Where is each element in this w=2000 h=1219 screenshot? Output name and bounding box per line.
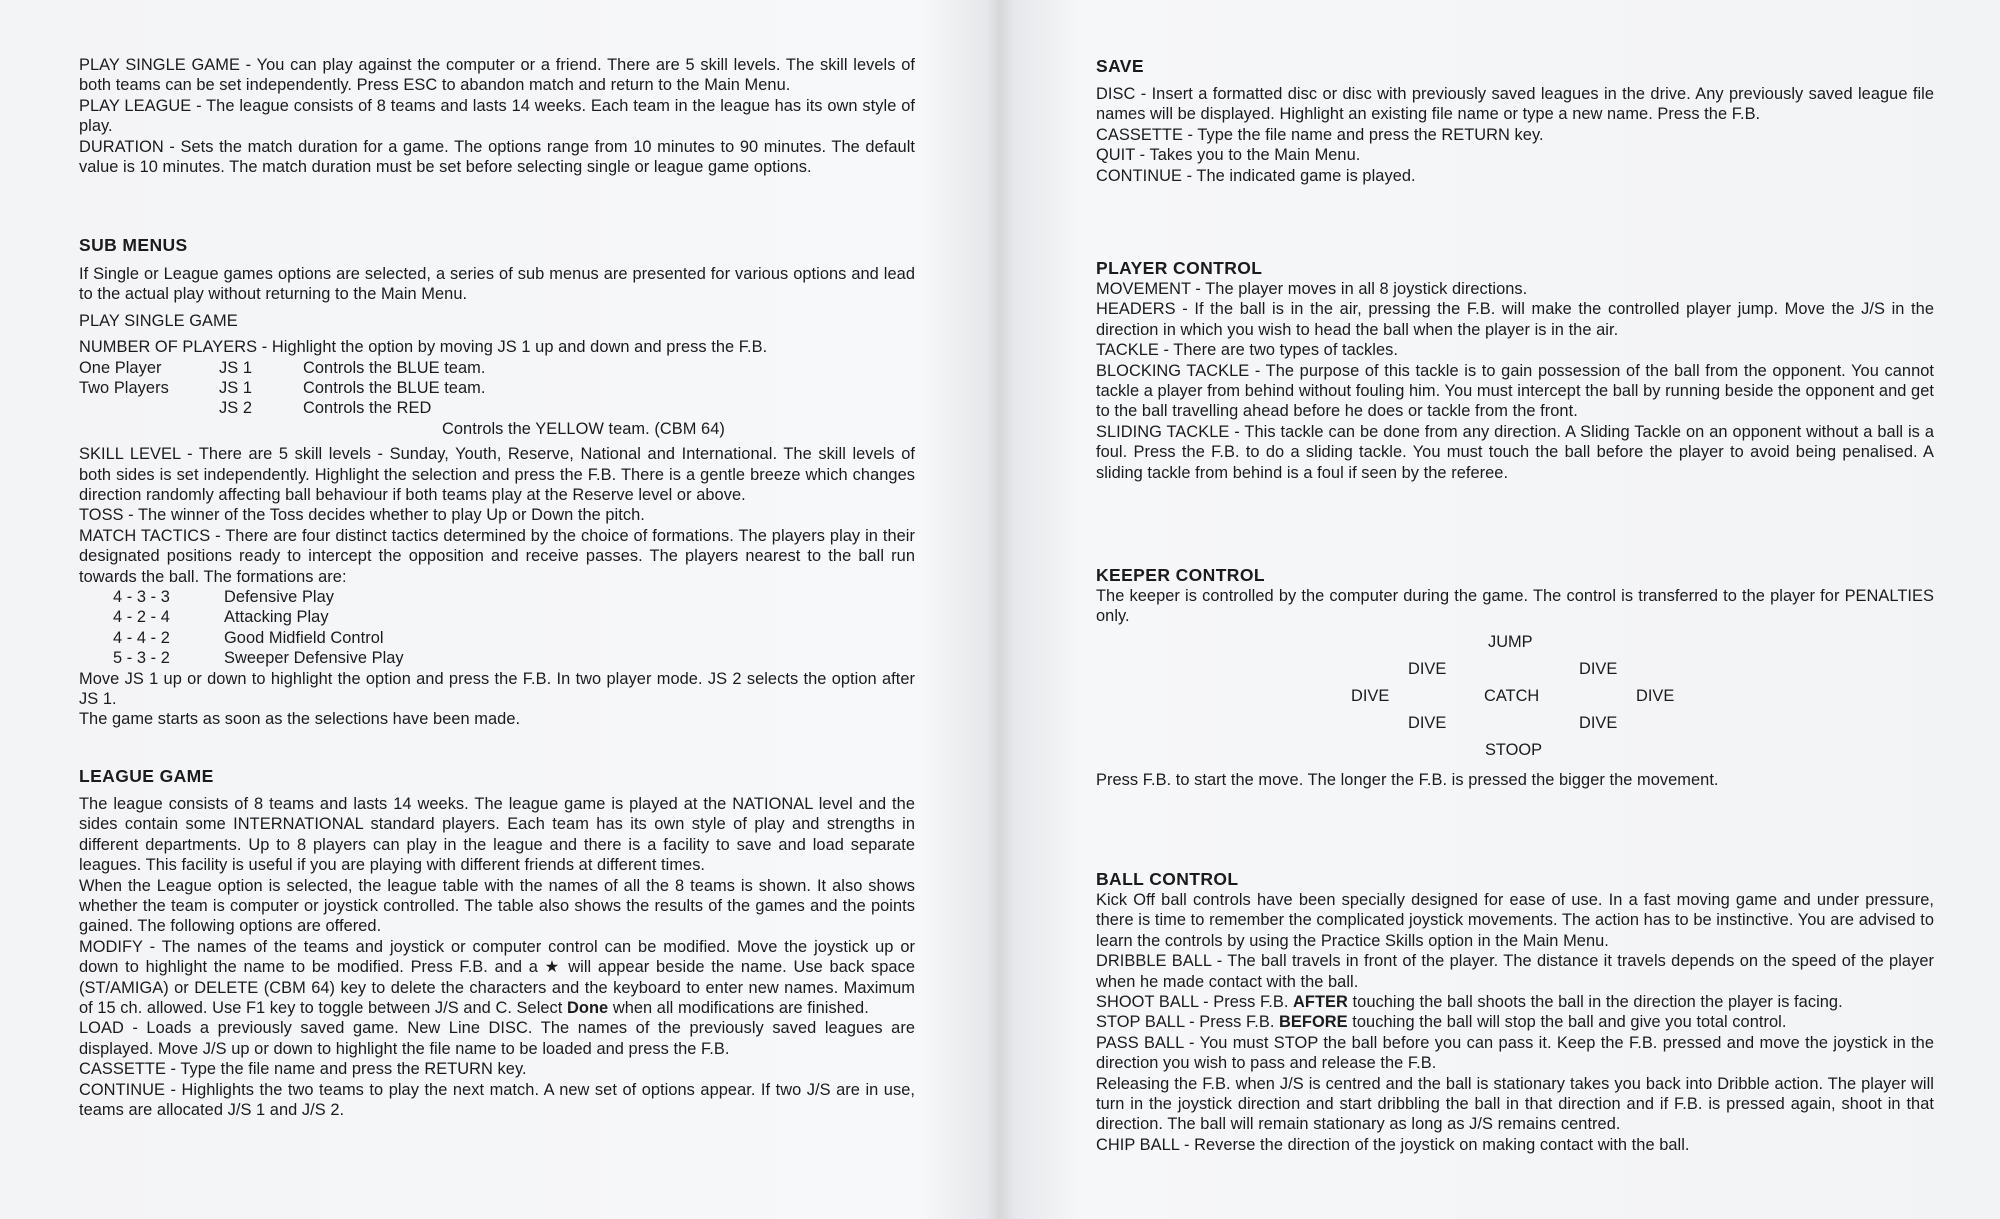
sub-menus-section — [79, 264, 915, 730]
load-text: LOAD - Loads a previously saved game. New Line DISC. The names of the previously saved leagues are displayed. Move J/S up or down to highlight the file name to be loaded and press the F.B. — [79, 1019, 915, 1058]
league-table-text: When the League option is selected, the league table with the names of all the 8 teams is shown. It also shows whether the team is computer or joystick controlled. The table also shows the results of the games and the points gained. The following options are offered. — [79, 876, 915, 936]
dribble-ball-text: DRIBBLE BALL - The ball travels in front of the player. The distance it travels depends on the speed of the player when he made contact with the ball. — [1096, 952, 1934, 991]
save-cassette-text: CASSETTE - Type the file name and press the RETURN key. — [1096, 125, 1544, 144]
intro-section — [79, 55, 915, 177]
ball-control-section — [1096, 890, 1934, 1155]
jump-label: JUMP — [1488, 633, 1533, 651]
stop-ball-text — [1096, 1012, 1934, 1032]
number-of-players-text: NUMBER OF PLAYERS - Highlight the option by moving JS 1 up and down and press the F.B. — [79, 338, 768, 357]
yellow-team-text: Controls the YELLOW team. (CBM 64) — [442, 419, 725, 438]
continue-text: CONTINUE - Highlights the two teams to play the next match. A new set of options appear. If two J/S are in use, teams are allocated J/S 1 and J/S 2. — [79, 1080, 915, 1120]
players-js: JS 2 — [219, 399, 252, 418]
ball-control-intro: Kick Off ball controls have been specially designed for ease of use. In a fast moving game and under pressure, there is time to remember the complicated joystick movements. The action has to be instinctive. You are advised to learn the controls by using the Practice Skills option in the Main Menu. — [1096, 891, 1934, 950]
players-desc: Controls the BLUE team. — [303, 379, 486, 398]
headers-text: HEADERS - If the ball is in the air, pressing the F.B. will make the controlled player jump. Move the J/S in the direction in which you wish to head the ball when the player is in the air. — [1096, 300, 1934, 339]
formation-name: Defensive Play — [224, 588, 335, 607]
ball-control-heading: BALL CONTROL — [1096, 869, 1239, 889]
players-row — [79, 378, 915, 398]
players-js: JS 1 — [219, 358, 252, 377]
shoot-ball-text — [1096, 992, 1934, 1012]
players-mode: One Player — [79, 358, 162, 377]
save-quit-text: QUIT - Takes you to the Main Menu. — [1096, 146, 1361, 165]
dive-label: DIVE — [1408, 660, 1447, 678]
modify-text-part: when all modifications are finished. — [612, 999, 869, 1018]
players-desc: Controls the BLUE team. — [303, 358, 486, 377]
formation-code: 5 - 3 - 2 — [113, 649, 170, 668]
save-continue-text: CONTINUE - The indicated game is played. — [1096, 166, 1416, 185]
formation-code: 4 - 4 - 2 — [113, 628, 170, 647]
league-intro-text: The league consists of 8 teams and lasts 14 weeks. The league game is played at the NATIONAL level and the sides contain some INTERNATIONAL standard players. Each team has its own style of play and strengths in different departments. Up to 8 players can play in the league and there is a facility to save and load separate leagues. This facility is useful if you are playing with different friends at different times. — [79, 795, 915, 875]
stoop-label: STOOP — [1485, 741, 1543, 759]
catch-label: CATCH — [1484, 687, 1540, 705]
players-desc: Controls the RED — [303, 399, 432, 418]
blocking-tackle-text: BLOCKING TACKLE - The purpose of this tackle is to gain possession of the ball from the opponent. You cannot tackle a player from behind without fouling him. You must intercept the ball by running beside the opponent and get to the ball travelling ahead before he does or tackle from the front. — [1096, 361, 1934, 421]
tackle-text: TACKLE - There are two types of tackles. — [1096, 341, 1399, 360]
players-row — [79, 358, 915, 378]
save-heading: SAVE — [1096, 56, 1144, 76]
dive-label: DIVE — [1636, 687, 1675, 705]
page-fold — [986, 0, 1014, 1219]
releasing-text: Releasing the F.B. when J/S is centred and the ball is stationary takes you back into Dribble action. The player will turn in the joystick direction and start dribbling the ball in that direction and if F.B. is pressed again, shoot in that direction. The ball will remain stationary as long as J/S remains centred. — [1096, 1074, 1934, 1134]
dive-label: DIVE — [1579, 660, 1618, 678]
sliding-tackle-text: SLIDING TACKLE - This tackle can be done from any direction. A Sliding Tackle on an opponent without a ball is a foul. Press the F.B. to do a sliding tackle. You must touch the ball before the player to avoid being penalised. A sliding tackle from behind is a foul if seen by the referee. — [1096, 422, 1934, 482]
formation-row — [79, 587, 915, 607]
formation-name: Attacking Play — [224, 608, 329, 627]
modify-text-part: MODIFY - The names of the teams and joystick or computer control can be modified. Move the joystick up or down to highlight the name to be modified. Press F.B. and a ★ will appear beside the name. Use back space (ST/AMIGA) or DELETE (CBM 64) key to delete the characters and the keyboard to enter new names. Maximum of 15 ch. allowed. Use F1 key to toggle between J/S and C. Select — [79, 937, 915, 1018]
pass-ball-text: PASS BALL - You must STOP the ball before you can pass it. Keep the F.B. pressed and move the joystick in the direction you wish to pass and release the F.B. — [1096, 1033, 1934, 1073]
dive-label: DIVE — [1408, 714, 1447, 732]
formation-code: 4 - 3 - 3 — [113, 588, 170, 607]
formation-row — [79, 628, 915, 648]
move-js-text: Move JS 1 up or down to highlight the option and press the F.B. In two player mode. JS 2 selects the option after JS 1. — [79, 669, 915, 708]
save-section — [1096, 84, 1934, 186]
yellow-row — [79, 419, 915, 439]
dive-label: DIVE — [1579, 714, 1618, 732]
stop-text-part: STOP BALL - Press F.B. — [1096, 1013, 1275, 1032]
players-row — [79, 398, 915, 418]
player-control-heading: PLAYER CONTROL — [1096, 258, 1263, 278]
formation-code: 4 - 2 - 4 — [113, 608, 170, 627]
play-single-game-text: PLAY SINGLE GAME - You can play against the computer or a friend. There are 5 skill levels. The skill levels of both teams can be set independently. Press ESC to abandon match and return to the Main Menu. — [79, 56, 915, 95]
stop-text-part: touching the ball will stop the ball and give you total control. — [1352, 1013, 1787, 1032]
done-keyword: Done — [567, 999, 609, 1018]
after-keyword: AFTER — [1293, 993, 1348, 1012]
before-keyword: BEFORE — [1279, 1013, 1348, 1032]
sub-menus-heading: SUB MENUS — [79, 235, 188, 255]
sub-menus-intro: If Single or League games options are selected, a series of sub menus are presented for various options and lead to the actual play without returning to the Main Menu. — [79, 265, 915, 304]
movement-text: MOVEMENT - The player moves in all 8 joystick directions. — [1096, 280, 1528, 298]
duration-text: DURATION - Sets the match duration for a game. The options range from 10 minutes to 90 minutes. The default value is 10 minutes. The match duration must be set before selecting single or league game options. — [79, 137, 915, 177]
dive-label: DIVE — [1351, 687, 1390, 705]
formation-name: Good Midfield Control — [224, 628, 384, 647]
league-game-section — [79, 794, 915, 1121]
skill-level-text: SKILL LEVEL - There are 5 skill levels - Sunday, Youth, Reserve, National and International. The skill levels of both sides is set independently. Highlight the selection and press the F.B. There is a gentle breeze which changes direction randomly affecting ball behaviour if both teams play at the Reserve level or above. — [79, 445, 915, 504]
chip-ball-text: CHIP BALL - Reverse the direction of the joystick on making contact with the ball. — [1096, 1135, 1690, 1154]
toss-text: TOSS - The winner of the Toss decides whether to play Up or Down the pitch. — [79, 506, 645, 525]
play-single-subheading: PLAY SINGLE GAME — [79, 311, 238, 330]
keeper-control-heading: KEEPER CONTROL — [1096, 565, 1265, 585]
formation-name: Sweeper Defensive Play — [224, 649, 404, 668]
match-tactics-text: MATCH TACTICS - There are four distinct tactics determined by the choice of formations. The players play in their designated positions ready to intercept the opposition and receive passes. The players nearest to the ball run towards the ball. The formations are: — [79, 526, 915, 586]
modify-text — [79, 937, 915, 1019]
formation-row — [79, 648, 915, 668]
players-js: JS 1 — [219, 379, 252, 398]
play-league-text: PLAY LEAGUE - The league consists of 8 teams and lasts 14 weeks. Each team in the league has its own style of play. — [79, 96, 915, 136]
formation-row — [79, 607, 915, 627]
keeper-control-text: The keeper is controlled by the computer during the game. The control is transferred to the player for PENALTIES only. — [1096, 587, 1934, 626]
cassette-text: CASSETTE - Type the file name and press the RETURN key. — [79, 1060, 527, 1079]
shoot-text-part: SHOOT BALL - Press F.B. — [1096, 993, 1289, 1012]
players-mode: Two Players — [79, 379, 169, 398]
press-fb-text: Press F.B. to start the move. The longer the F.B. is pressed the bigger the movement. — [1096, 771, 1719, 789]
game-starts-text: The game starts as soon as the selections have been made. — [79, 710, 521, 729]
league-game-heading: LEAGUE GAME — [79, 766, 214, 786]
player-control-section — [1096, 279, 1934, 483]
save-disc-text: DISC - Insert a formatted disc or disc with previously saved leagues in the drive. Any previously saved league file names will be displayed. Highlight an existing file name or type a new name. Press the F.B. — [1096, 85, 1934, 124]
shoot-text-part: touching the ball shoots the ball in the direction the player is facing. — [1352, 993, 1843, 1012]
